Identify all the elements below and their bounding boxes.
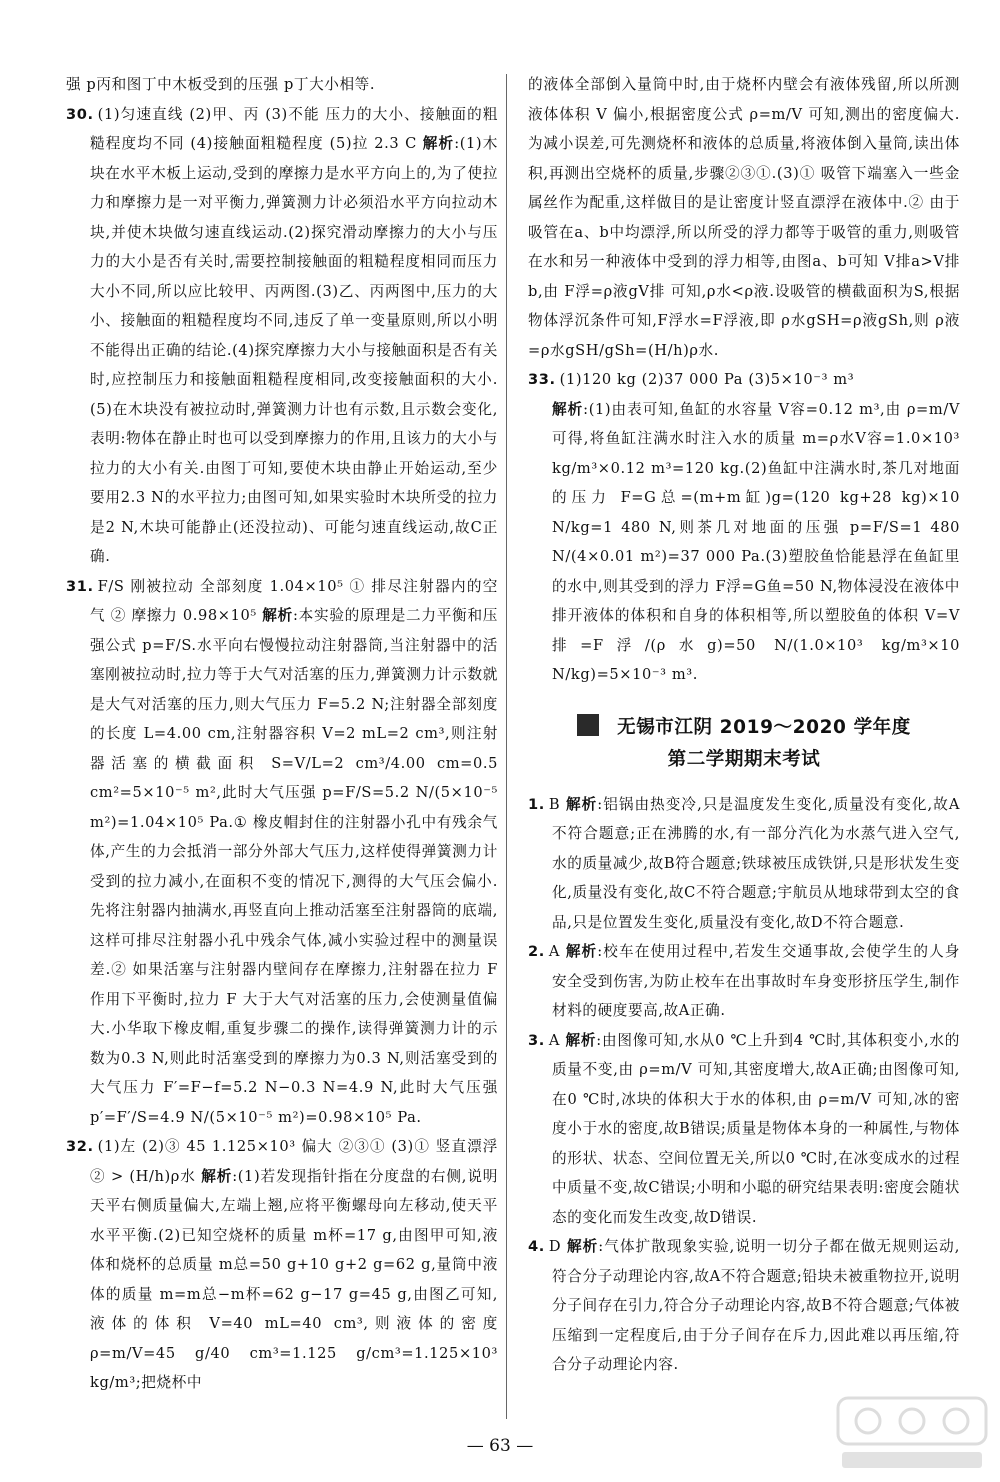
answer-3 bbox=[528, 1026, 960, 1233]
q29-continuation: 强 p丙和图丁中木板受到的压强 p丁大小相等. bbox=[66, 76, 376, 93]
section-heading bbox=[528, 712, 960, 776]
analysis-text: :(1)木块在水平木板上运动,受到的摩擦力是水平方向上的,为了使拉力和摩擦力是一对平衡力,弹簧测力计必须沿水平方向拉动木块,并使木块做匀速直线运动.(2)探究滑动摩擦力的大小与压力的大小是否有关时,需要控制接触面的粗糙程度相同而压力大小不同,所以应比较甲、丙两图.(3)乙、丙两图中,压力的大小、接触面的粗糙程度均不同,违反了单一变量原则,所以小明不能得出正确的结论.(4)探究摩擦力大小与接触面积是否有关时,应控制压力和接触面粗糙程度相同,改变接触面积的大小.(5)在木块没有被拉动时,弹簧测力计也有示数,且示数会变化,表明:物体在静止时也可以受到摩擦力的作用,且该力的大小与拉力的大小有关.由图丁可知,要使木块由静止开始运动,至少要用2.3 N的水平拉力;由图可知,如果实验时木块所受的拉力是2 N,木块可能静止(还没拉动)、可能匀速直线运动,故C正确. bbox=[90, 135, 498, 565]
analysis-text: :由图像可知,水从0 ℃上升到4 ℃时,其体积变小,水的质量不变,由 ρ=m/V 可知,其密度增大,故A正确;由图像可知,在0 ℃时,冰块的体积大于水的体积,由 ρ=m/V 可知,冰的密度小于水的密度,故B错误;质量是物体本身的一种属性,与物体的形状、状态、空间位置无关,所以0 ℃时,在冰变成水的过程中质量不变,故C错误;小明和小聪的研究结果表明:密度会随状态的变化而发生改变,故D错误. bbox=[552, 1031, 960, 1226]
section-title-line2: 第二学期期末考试 bbox=[667, 748, 821, 770]
answer-text: A bbox=[548, 1031, 566, 1049]
answer-30 bbox=[66, 100, 498, 572]
answer-1 bbox=[528, 790, 960, 938]
answer-number: 3. bbox=[528, 1031, 545, 1049]
column-divider bbox=[506, 74, 507, 1419]
watermark-logo-icon bbox=[832, 1392, 992, 1476]
answer-32 bbox=[66, 1132, 498, 1398]
answer-text: (1)左 (2)③ 45 1.125×10³ 偏大 ②③① (3)① 竖直漂浮 ② > (H/h)ρ水 bbox=[90, 1138, 498, 1185]
answer-number: 33. bbox=[528, 371, 556, 388]
answer-text: B bbox=[548, 795, 566, 813]
analysis-label: 解析 bbox=[552, 400, 584, 418]
answer-number: 31. bbox=[66, 577, 94, 595]
analysis-text: :校车在使用过程中,若发生交通事故,会使学生的人身安全受到伤害,为防止校车在出事故时车身变形挤压学生,制作材料的硬度要高,故A正确. bbox=[552, 943, 960, 1019]
q32-continuation: 的液体全部倒入量筒中时,由于烧杯内壁会有液体残留,所以所测液体体积 V 偏小,根据密度公式 ρ=m/V 可知,测出的密度偏大.为减小误差,可先测烧杯和液体的总质量,将液体倒入量筒,读出体积,再测出空烧杯的质量,步骤②③①.(3)① 吸管下端塞入一些金属丝作为配重,这样做目的是让密度计竖直漂浮在液体中.② 由于吸管在a、b中均漂浮,所以所受的浮力都等于吸管的重力,则吸管在水和另一种液体中受到的浮力相等,由图a、b可知 V排a>V排b,由 F浮=ρ液gV排 可知,ρ水<ρ液.设吸管的横截面积为S,根据物体浮沉条件可知,F浮水=F浮液,即 ρ水gSH=ρ液gSh,则 ρ液=ρ水gSH/gSh=(H/h)ρ水. bbox=[528, 76, 960, 359]
analysis-text: :(1)由表可知,鱼缸的水容量 V容=0.12 m³,由 ρ=m/V 可得,将鱼缸注满水时注入水的质量 m=ρ水V容=1.0×10³ kg/m³×0.12 m³=120 kg.(2)鱼缸中注满水时,茶几对地面的压力 F=G总=(m+m缸)g=(120 kg+28 kg)×10 N/kg=1 480 N,则茶几对地面的压强 p=F/S=1 480 N/(4×0.01 m²)=37 000 Pa.(3)塑胶鱼恰能悬浮在鱼缸里的水中,则其受到的浮力 F浮=G鱼=50 N,物体浸没在液体中排开液体的体积和自身的体积相等,所以塑胶鱼的体积 V=V排=F浮/(ρ水g)=50 N/(1.0×10³ kg/m³×10 N/kg)=5×10⁻³ m³. bbox=[552, 400, 960, 683]
answer-number: 30. bbox=[66, 105, 94, 123]
section-marker-icon bbox=[577, 714, 599, 736]
answer-number: 4. bbox=[528, 1238, 545, 1255]
answer-text: F/S 刚被拉动 全部刻度 1.04×10⁵ ① 排尽注射器内的空气 ② 摩擦力 0.98×10⁵ bbox=[90, 577, 498, 624]
answer-2 bbox=[528, 937, 960, 1026]
analysis-text: :气体扩散现象实验,说明一切分子都在做无规则运动,符合分子动理论内容,故A不符合题意;铅块未被重物拉开,说明分子间存在引力,符合分子动理论内容,故B不符合题意;气体被压缩到一定程度后,由于分子间存在斥力,因此难以再压缩,符合分子动理论内容. bbox=[552, 1238, 960, 1373]
answer-4 bbox=[528, 1232, 960, 1380]
analysis-label: 解析 bbox=[566, 1238, 599, 1255]
analysis-label: 解析 bbox=[201, 1167, 233, 1185]
analysis-label: 解析 bbox=[565, 795, 598, 813]
analysis-label: 解析 bbox=[422, 135, 455, 152]
answer-number: 32. bbox=[66, 1138, 94, 1155]
analysis-text: :本实验的原理是二力平衡和压强公式 p=F/S.水平向右慢慢拉动注射器筒,当注射器中的活塞刚被拉动时,拉力等于大气对活塞的压力,弹簧测力计示数就是大气对活塞的压力,则大气压力 F=5.2 N;注射器全部刻度的长度 L=4.00 cm,注射器容积 V=2 mL=2 cm³,则注射器活塞的横截面积 S=V/L=2 cm³/4.00 cm=0.5 cm²=5×10⁻⁵ m²,此时大气压强 p=F/S=5.2 N/(5×10⁻⁵ m²)=1.04×10⁵ Pa.① 橡皮帽封住的注射器小孔中有残余气体,产生的力会抵消一部分外部大气压力,这样使得弹簧测力计受到的拉力减小,在面积不变的情况下,测得的大气压会偏小.先将注射器内抽满水,再竖直向上推动活塞至注射器筒的底端,这样可排尽注射器小孔中残余气体,减小实验过程中的测量误差.② 如果活塞与注射器内壁间存在摩擦力,注射器在拉力 F 作用下平衡时,拉力 F 大于大气对活塞的压力,会使测量值偏大.小华取下橡皮帽,重复步骤二的操作,读得弹簧测力计的示数为0.3 N,则此时活塞受到的摩擦力为0.3 N,则活塞受到的大气压力 F′=F−f=5.2 N−0.3 N=4.9 N,此时大气压强 p′=F′/S=4.9 N/(5×10⁻⁵ m²)=0.98×10⁵ Pa. bbox=[90, 607, 498, 1126]
analysis-label: 解析 bbox=[565, 1031, 597, 1049]
analysis-text: :(1)若发现指针指在分度盘的右侧,说明天平右侧质量偏大,左端上翘,应将平衡螺母向左移动,使天平水平平衡.(2)已知空烧杯的质量 m杯=17 g,由图甲可知,液体和烧杯的总质量 m总=50 g+10 g+2 g=62 g,量筒中液体的质量 m=m总−m杯=62 g−17 g=45 g,由图乙可知,液体的体积 V=40 mL=40 cm³,则液体的密度 ρ=m/V=45 g/40 cm³=1.125 g/cm³=1.125×10³ kg/m³;把烧杯中 bbox=[90, 1167, 498, 1391]
page-number: — 63 — bbox=[466, 1436, 534, 1456]
answer-text: D bbox=[548, 1238, 567, 1255]
answer-33 bbox=[528, 365, 960, 690]
right-column bbox=[528, 70, 960, 1380]
analysis-text: :铝锅由热变冷,只是温度发生变化,质量没有变化,故A不符合题意;正在沸腾的水,有一部分汽化为水蒸气进入空气,水的质量减少,故B符合题意;铁球被压成铁饼,只是形状发生变化,质量没有变化,故C不符合题意;宇航员从地球带到太空的食品,只是位置发生变化,质量没有变化,故D不符合题意. bbox=[552, 795, 960, 931]
answer-number: 2. bbox=[528, 943, 545, 960]
analysis-label: 解析 bbox=[565, 943, 598, 960]
left-column bbox=[66, 70, 498, 1398]
answer-text: (1)匀速直线 (2)甲、丙 (3)不能 压力的大小、接触面的粗糙程度均不同 (4)接触面粗糙程度 (5)拉 2.3 C bbox=[90, 105, 498, 152]
answer-number: 1. bbox=[528, 795, 545, 813]
analysis-label: 解析 bbox=[262, 607, 293, 624]
answer-text: A bbox=[548, 943, 566, 960]
section-title-line1: 无锡市江阴 2019～2020 学年度 bbox=[617, 716, 911, 738]
answer-text: (1)120 kg (2)37 000 Pa (3)5×10⁻³ m³ bbox=[559, 371, 855, 388]
answer-31 bbox=[66, 572, 498, 1133]
